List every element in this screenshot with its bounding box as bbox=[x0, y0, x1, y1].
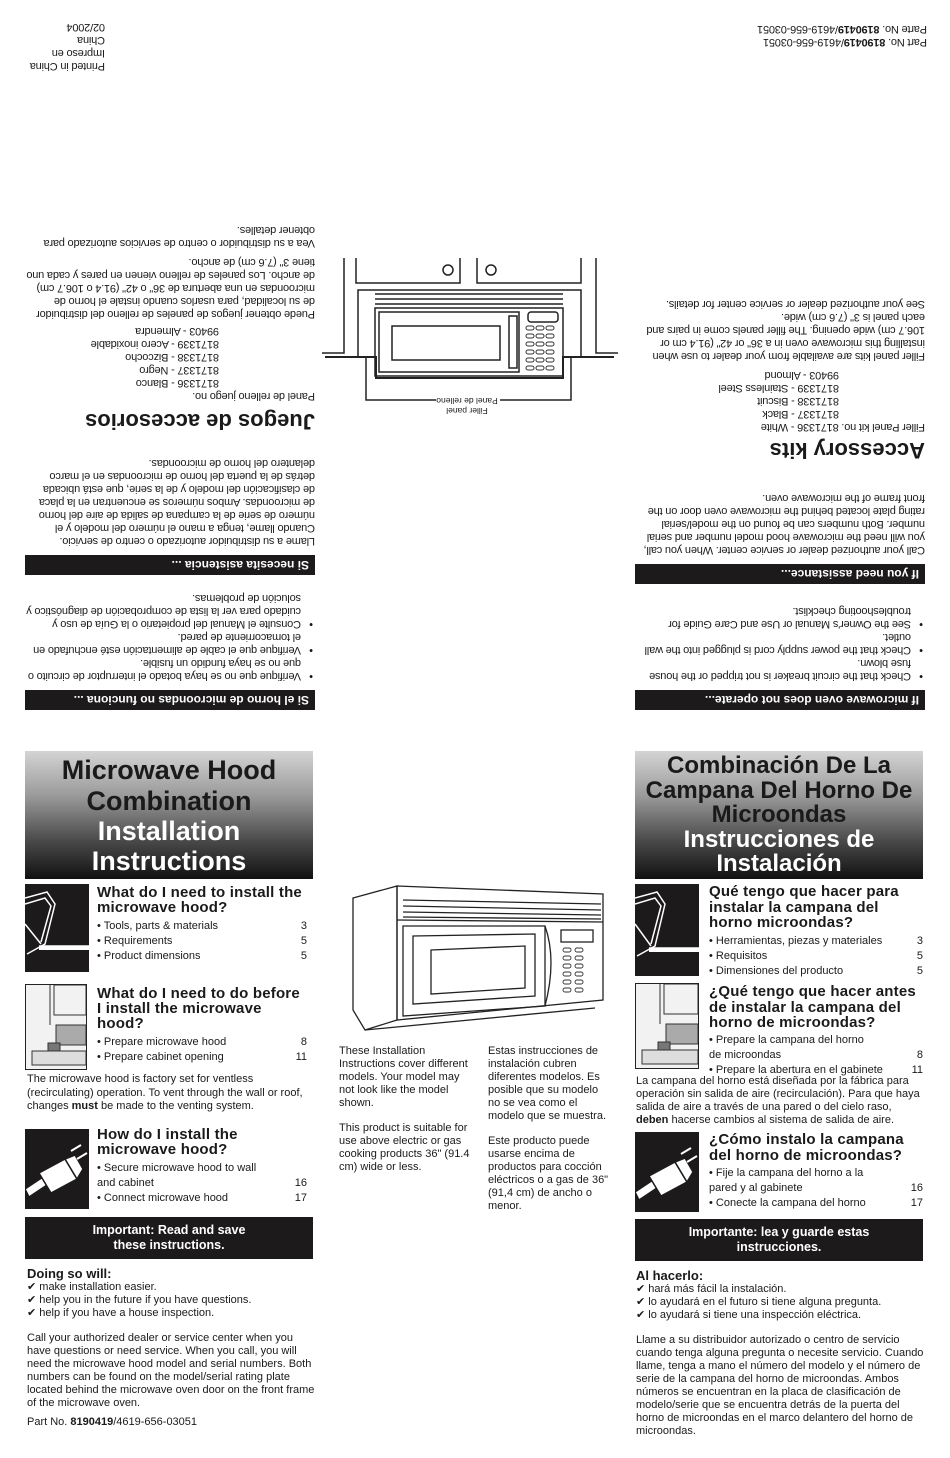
kit-item: 8171337 - Negro bbox=[139, 364, 219, 376]
part-number: Part No. 8190419/4619-656-03051 bbox=[27, 1416, 198, 1428]
check-item: ✔ help you in the future if you have questions. bbox=[27, 1294, 252, 1306]
q2-heading: What do I need to do before I install the microwave hood? bbox=[97, 985, 300, 1032]
title-line: Instructions bbox=[91, 846, 247, 876]
q1-heading-es: Qué tengo que hacer para instalar la campana del horno microondas? bbox=[709, 883, 899, 931]
kit-item: 8171336 - Blanco bbox=[135, 377, 219, 389]
toc-item[interactable]: • Conecte la campana del horno 17 bbox=[709, 1197, 923, 1209]
check-icon: ✔ bbox=[27, 1294, 37, 1306]
doing-heading-es: Al hacerlo: bbox=[636, 1268, 704, 1283]
kit-item: 8171337 - Black bbox=[762, 408, 839, 420]
assistance-heading: If you need assistance... bbox=[635, 564, 925, 584]
kit-item: 8171339 - Stainless Steel bbox=[718, 382, 839, 394]
check-icon: ✔ bbox=[636, 1283, 646, 1295]
printed-line: Impreso en China bbox=[51, 34, 105, 59]
check-icon: ✔ bbox=[27, 1281, 37, 1293]
microwave-illustration bbox=[345, 880, 607, 1032]
suitability-note-es: Este producto puede usarse encima de productos para cocción eléctricos o a gas de 36" (91,4 cm) de ancho o menor. bbox=[488, 1135, 609, 1212]
power-plug-icon bbox=[635, 1132, 699, 1212]
q3-heading: How do I install the microwave hood? bbox=[97, 1126, 238, 1158]
kit-item: 8171338 - Biscuit bbox=[757, 395, 839, 407]
q2-section bbox=[97, 986, 307, 1065]
filler-panel-label: Filler panel Panel de relleno bbox=[436, 396, 498, 416]
kit-see-es: Vea a su distribuidor o centro de servicios autorizado para obtener detalles. bbox=[43, 224, 315, 249]
parte-number-line: Parte No. 8190419/4619-656-03051 bbox=[757, 23, 927, 35]
countertop-icon bbox=[25, 884, 89, 972]
middle-spanish-notes bbox=[488, 1045, 613, 1213]
list-item: • Check that the circuit breaker is not tripped or the house fuse blown. bbox=[649, 657, 923, 682]
model-note: These Installation Instructions cover different models. Your model may not look like the model shown. bbox=[339, 1045, 468, 1109]
title-line: Installation bbox=[97, 816, 241, 846]
title-line: Campana Del Horno De bbox=[645, 776, 913, 804]
title-line: Microondas bbox=[711, 801, 847, 828]
cabinet-opening-icon bbox=[25, 984, 87, 1070]
check-icon: ✔ bbox=[636, 1296, 646, 1308]
q3-heading-es: ¿Cómo instalo la campana del horno de microondas? bbox=[709, 1131, 904, 1164]
toc-item[interactable]: • Secure microwave hood to wall and cabinet 16 bbox=[97, 1162, 307, 1189]
q2-section-es bbox=[709, 984, 923, 1078]
vent-note: The microwave hood is factory set for ventless (recirculating) operation. To vent through the wall or roof, changes must be made to the venting system. bbox=[27, 1073, 303, 1112]
kit-text: Filler panel kits are available from your dealer to use when installing this microwave oven in a 36" or 42" (91.4 cm or 106.7 cm) wide opening. The filler panels come in pairs and each panel is 3" (7.6 cm) wide. bbox=[646, 311, 925, 362]
title-line: Combinación De La bbox=[666, 752, 892, 779]
part-numbers-top bbox=[752, 22, 927, 48]
q1-section bbox=[97, 885, 307, 964]
kit-text-es: Puede obtener juegos de paneles de relleno del distribuidor de su localidad, para usarlos cuando instale el horno de microondas en una abertura de 36" o 42" (91.4 o 106.7 cm) de ancho. Los paneles de relleno vienen en pares y cada uno tiene 3" (7.6 cm) de ancho. bbox=[26, 256, 315, 320]
q2-heading-es: ¿Qué tengo que hacer antes de instalar la campana del horno de microondas? bbox=[709, 983, 916, 1031]
doing-section bbox=[27, 1266, 317, 1428]
cabinet-opening-icon bbox=[635, 983, 699, 1069]
call-text-es: Llame a su distribuidor autorizado o centro de servicio cuando tenga alguna pregunta o necesite servicio. Cuando llame, tenga a mano el número del modelo y el número de serie de la campana del horno de microondas. Ambos números se encuentran en la placa de clasificación de modelo/serie que se encuentra detrás de la puerta del horno de microondas en el marco delantero del horno de microondas. bbox=[636, 1334, 924, 1437]
title-line: Instrucciones de bbox=[683, 825, 875, 853]
check-item: ✔ lo ayudará si tiene una inspección eléctrica. bbox=[636, 1309, 862, 1321]
spanish-back-section bbox=[25, 190, 315, 710]
countertop-icon bbox=[635, 884, 699, 976]
not-operate-heading: If microwave oven does not operate... bbox=[635, 690, 925, 710]
english-title-box bbox=[25, 751, 313, 879]
accessory-heading: Accessory kits bbox=[769, 438, 925, 463]
printed-line: 02/2004 bbox=[66, 21, 105, 33]
middle-english-notes bbox=[339, 1045, 471, 1174]
check-item: ✔ lo ayudará en el futuro si tiene alguna pregunta. bbox=[636, 1296, 882, 1308]
important-banner-es: Importante: lea y guarde estas instrucciones. bbox=[635, 1219, 923, 1261]
toc-item[interactable]: • Requirements 5 bbox=[97, 935, 307, 947]
title-line: Microwave Hood bbox=[61, 755, 277, 785]
toc-item[interactable]: • Prepare la abertura en el gabinete 11 bbox=[709, 1063, 923, 1076]
kit-item: 99403 - Almond bbox=[764, 369, 839, 381]
kit-intro: Filler Panel kit no. 8171336 - White bbox=[761, 421, 925, 433]
important-banner: Important: Read and save these instructions. bbox=[25, 1217, 313, 1259]
suitability-note: This product is suitable for use above electric or gas cooking products 36" (91.4 cm) wide or less. bbox=[339, 1122, 470, 1173]
kit-see: See your authorized dealer or service center for details. bbox=[666, 298, 925, 310]
no-funciona-list bbox=[25, 591, 315, 682]
kit-item: 8171338 - Bizcocho bbox=[125, 351, 219, 363]
q3-section bbox=[97, 1127, 307, 1206]
list-item: • Consulte el Manual del propietario o la Guía de uso y cuidado para ver la lista de comprobación de diagnóstico y solución de problemas. bbox=[26, 592, 313, 630]
accesorios-heading: Juegos de accesorios bbox=[85, 409, 315, 434]
check-item: ✔ make installation easier. bbox=[27, 1281, 157, 1293]
asistencia-heading: Si necesita asistencia ... bbox=[25, 555, 315, 575]
not-operate-list bbox=[635, 604, 925, 682]
list-item: • Check that the power supply cord is plugged into the wall outlet. bbox=[644, 631, 923, 656]
toc-item[interactable]: • Requisitos 5 bbox=[709, 949, 923, 962]
title-line: Instalación bbox=[716, 850, 842, 877]
toc-item[interactable]: • Herramientas, piezas y materiales 3 bbox=[709, 934, 923, 947]
power-plug-icon bbox=[25, 1129, 89, 1209]
check-item: ✔ hará más fácil la instalación. bbox=[636, 1283, 787, 1295]
q1-heading: What do I need to install the microwave hood? bbox=[97, 884, 302, 916]
no-funciona-heading: Si el horno de microondas no funciona ... bbox=[25, 690, 315, 710]
kit-item: 8171339 - Acero inoxidable bbox=[90, 338, 219, 350]
toc-item[interactable]: • Prepare microwave hood 8 bbox=[97, 1036, 307, 1048]
q1-section-es bbox=[709, 884, 923, 979]
toc-item[interactable]: • Prepare la campana del horno de microondas 8 bbox=[709, 1033, 923, 1061]
check-item: ✔ help if you have a house inspection. bbox=[27, 1307, 215, 1319]
call-text: Call your authorized dealer or service center when you have questions or need service. When you call, you will need the microwave hood model and serial numbers. Both numbers can be found on the model/serial rating plate located behind the microwave oven door on the front frame of the microwave oven. bbox=[27, 1332, 315, 1409]
asistencia-text: Llame a su distribuidor autorizado o centro de servicio. Cuando llame, tenga a mano el número del modelo y el número de serie de la campana de salida de aire del horno de microondas. Ambos números se encuentran en la placa de clasificación del modelo y de la serie, que está ubicada detrás de la puerta del horno de microondas en el marco delantero del horno de microondas. bbox=[38, 457, 315, 547]
toc-item[interactable]: • Prepare cabinet opening 11 bbox=[97, 1051, 307, 1063]
kit-intro-es: Panel de relleno juego no. bbox=[192, 390, 315, 402]
toc-item[interactable]: • Tools, parts & materials 3 bbox=[97, 920, 307, 932]
filler-panel-diagram bbox=[322, 258, 618, 428]
printed-line: Printed in China bbox=[29, 60, 105, 72]
toc-item[interactable]: • Dimensiones del producto 5 bbox=[709, 964, 923, 977]
doing-heading: Doing so will: bbox=[27, 1266, 112, 1281]
kit-list-es bbox=[25, 324, 315, 389]
part-number-line: Part No. 8190419/4619-656-03051 bbox=[763, 36, 927, 48]
toc-item[interactable]: • Fije la campana del horno a la pared y al gabinete 16 bbox=[709, 1167, 923, 1194]
english-back-section bbox=[635, 262, 925, 710]
assistance-text: Call your authorized dealer or service center. When you call, you will need the microwave hood model number and serial number. Both numbers can be found on the model/serial rating plate located behind the microwave oven door on the front frame of the microwave oven. bbox=[643, 492, 925, 556]
spanish-title-box bbox=[635, 751, 923, 879]
title-line: Combination bbox=[86, 786, 252, 816]
list-item: • See the Owner's Manual or Use and Care Guide for troubleshooting checklist. bbox=[668, 605, 923, 630]
model-note-es: Estas instrucciones de instalación cubren diferentes modelos. Es posible que su modelo no se vea como el modelo que se muestra. bbox=[488, 1045, 607, 1122]
doing-section-es bbox=[636, 1268, 926, 1438]
check-icon: ✔ bbox=[27, 1307, 37, 1319]
kit-item: 99403 - Almendra bbox=[135, 325, 219, 337]
list-item: • Verifique que el cable de alimentación esté enchufado en el tomacorriente de pared. bbox=[33, 631, 313, 656]
vent-note-es: La campana del horno está diseñada por la fábrica para operación sin salida de aire (recirculación). Para que haya salida de aire a través de una pared o del cielo raso, deben hacerse cambios al sistema de salida de aire. bbox=[636, 1075, 920, 1126]
q3-section-es bbox=[709, 1132, 923, 1211]
list-item: • Verifique que no se haya botado el interruptor de circuito o que no se haya fundido un fusible. bbox=[28, 657, 313, 682]
toc-item[interactable]: • Product dimensions 5 bbox=[97, 950, 307, 962]
kit-list bbox=[635, 368, 925, 420]
check-icon: ✔ bbox=[636, 1309, 646, 1321]
toc-item[interactable]: • Connect microwave hood 17 bbox=[97, 1192, 307, 1204]
printed-info bbox=[25, 20, 105, 72]
